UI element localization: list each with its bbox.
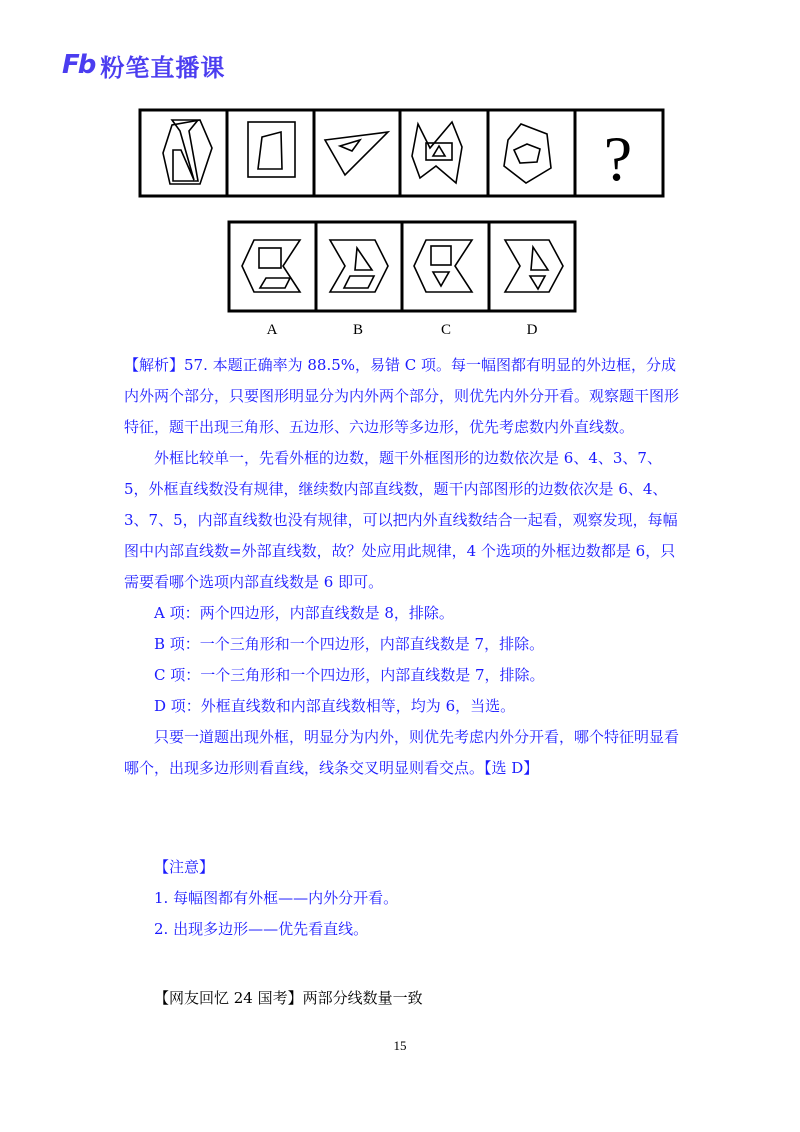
option-c-figure (414, 240, 472, 292)
logo-mark: Fb (62, 50, 95, 80)
figure-2 (248, 122, 295, 177)
figure-5 (504, 124, 551, 183)
analysis-section (124, 350, 684, 784)
analysis-intro: 【解析】57. 本题正确率为 88.5%，易错 C 项。每一幅图都有明显的外边框，分成内外两个部分，只要图形明显分为内外两个部分，则优先内外分开看。观察题干图形特征，题干出现三角形、五边形、六边形等多边形，优先考虑数内外直线数。 (124, 356, 680, 436)
note-2: 2. 出现多边形——优先看直线。 (154, 920, 369, 938)
notes-section (124, 852, 684, 945)
analysis-option-b: B 项：一个三角形和一个四边形，内部直线数是 7，排除。 (154, 635, 545, 653)
analysis-summary: 只要一道题出现外框，明显分为内外，则优先考虑内外分开看，哪个特征明显看哪个，出现多边形则看直线，线条交叉明显则看交点。【选 D】 (124, 728, 680, 777)
next-section-heading: 【网友回忆 24 国考】两部分线数量一致 (154, 989, 423, 1007)
unknown-figure-mark: ? (603, 123, 633, 194)
note-1: 1. 每幅图都有外框——内外分开看。 (154, 889, 399, 907)
option-label-b: B (352, 322, 363, 338)
figure-3 (325, 132, 388, 175)
question-figures (0, 0, 800, 340)
option-b-figure (330, 240, 388, 292)
brand-name: 粉笔直播课 (100, 53, 226, 82)
notes-title: 【注意】 (154, 858, 215, 876)
option-a-figure (242, 240, 300, 292)
option-label-a: A (266, 322, 278, 338)
figure-1 (163, 120, 212, 184)
analysis-detail: 外框比较单一，先看外框的边数，题干外框图形的边数依次是 6、4、3、7、5，外框直线数没有规律，继续数内部直线数，题干内部图形的边数依次是 6、4、3、7、5，内部直线数也没有规律，可以把内外直线数结合一起看，观察发现，每幅图中内部直线数=外部直线数，故？处应用此规律，4 个选项的外框边数都是 6，只需要看哪个选项内部直线数是 6 即可。 (124, 449, 678, 591)
page-number: 15 (393, 1038, 407, 1053)
analysis-option-c: C 项：一个三角形和一个四边形，内部直线数是 7，排除。 (154, 666, 545, 684)
figure-4 (412, 122, 462, 183)
option-d-figure (505, 240, 563, 292)
option-label-d: D (526, 322, 538, 338)
analysis-option-a: A 项：两个四边形，内部直线数是 8，排除。 (154, 604, 454, 622)
option-label-c: C (440, 322, 451, 338)
analysis-option-d: D 项：外框直线数和内部直线数相等，均为 6，当选。 (154, 697, 516, 715)
